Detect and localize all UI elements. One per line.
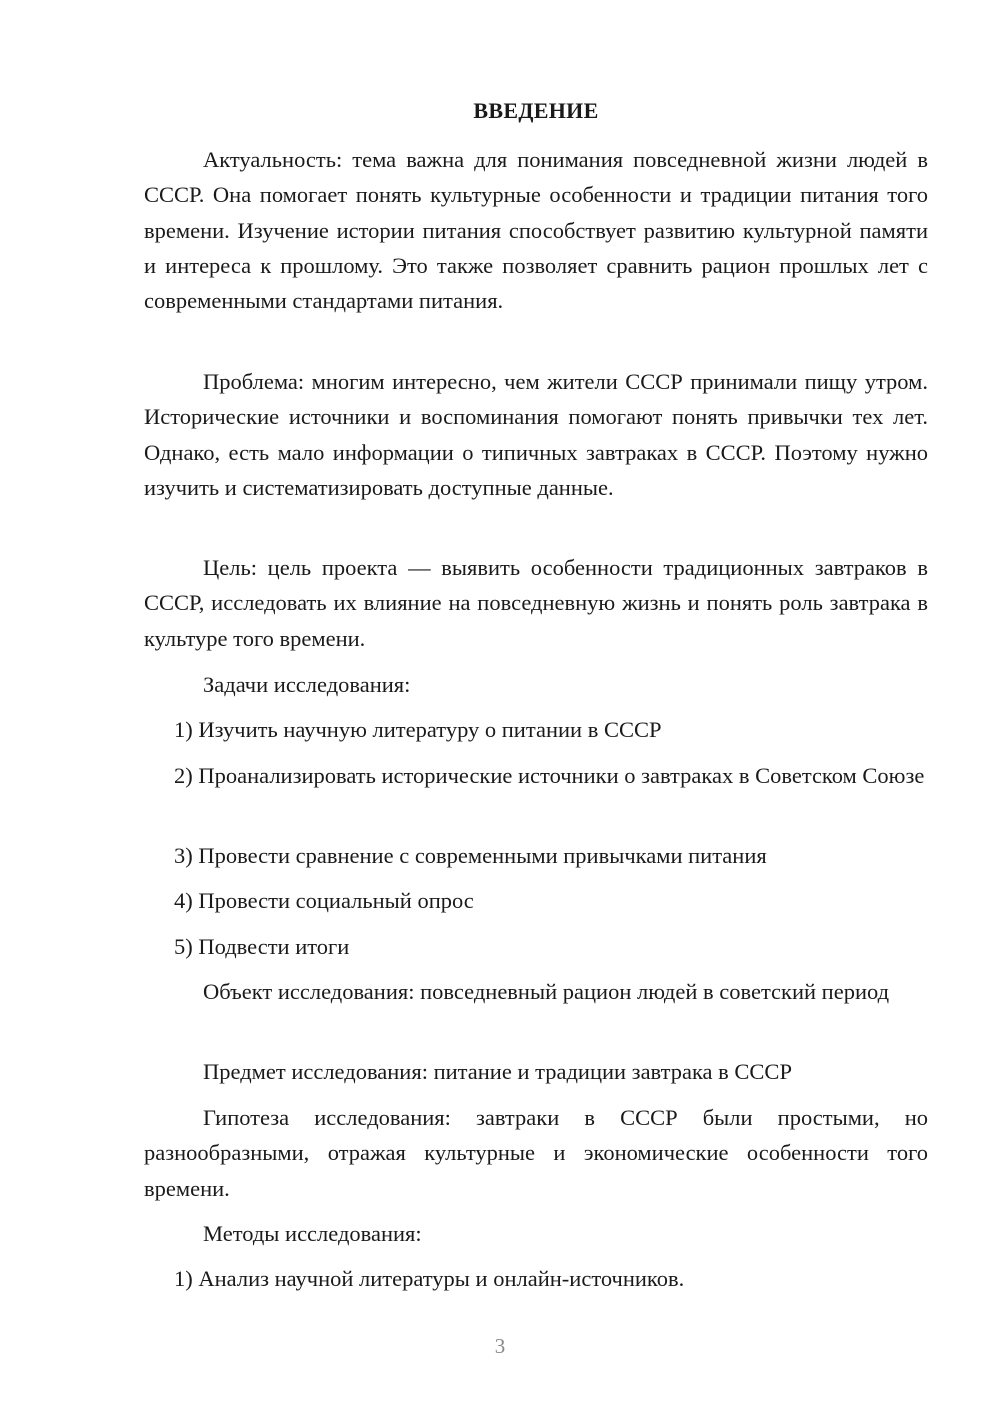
tasks-title: Задачи исследования: [203,672,411,697]
task-item-2: 2) Проанализировать исторические источники о завтраках в Советском Союзе [174,763,925,788]
page-number: 3 [494,1334,506,1358]
section-heading: ВВЕДЕНИЕ [473,98,599,123]
task-item-4: 4) Провести социальный опрос [174,888,474,913]
paragraph-goal: Цель: цель проекта — выявить особенности традиционных завтраков в СССР, исследовать их влияние на повседневную жизнь и понять роль завтрака в культуре того времени. [144,555,928,651]
task-item-1: 1) Изучить научную литературу о питании в СССР [174,717,662,742]
paragraph-hypothesis: Гипотеза исследования: завтраки в СССР были простыми, но разнообразными, отражая культурные и экономические особенности того времени. [144,1105,928,1201]
paragraph-problem: Проблема: многим интересно, чем жители СССР принимали пищу утром. Исторические источники и воспоминания помогают понять привычки тех лет. Однако, есть мало информации о типичных завтраках в СССР. Поэтому нужно изучить и систематизировать доступные данные. [144,369,928,500]
task-item-3: 3) Провести сравнение с современными привычками питания [174,843,767,868]
paragraph-subject: Предмет исследования: питание и традиции завтрака в СССР [203,1059,792,1084]
paragraph-object: Объект исследования: повседневный рацион людей в советский период [203,979,890,1004]
task-item-5: 5) Подвести итоги [174,934,350,959]
paragraph-relevance: Актуальность: тема важна для понимания повседневной жизни людей в СССР. Она помогает понять культурные особенности и традиции питания того времени. Изучение истории питания способствует развитию культурной памяти и интереса к прошлому. Это также позволяет сравнить рацион прошлых лет с современными стандартами питания. [144,147,928,314]
method-item-1: 1) Анализ научной литературы и онлайн-источников. [174,1266,685,1291]
methods-title: Методы исследования: [203,1221,422,1246]
